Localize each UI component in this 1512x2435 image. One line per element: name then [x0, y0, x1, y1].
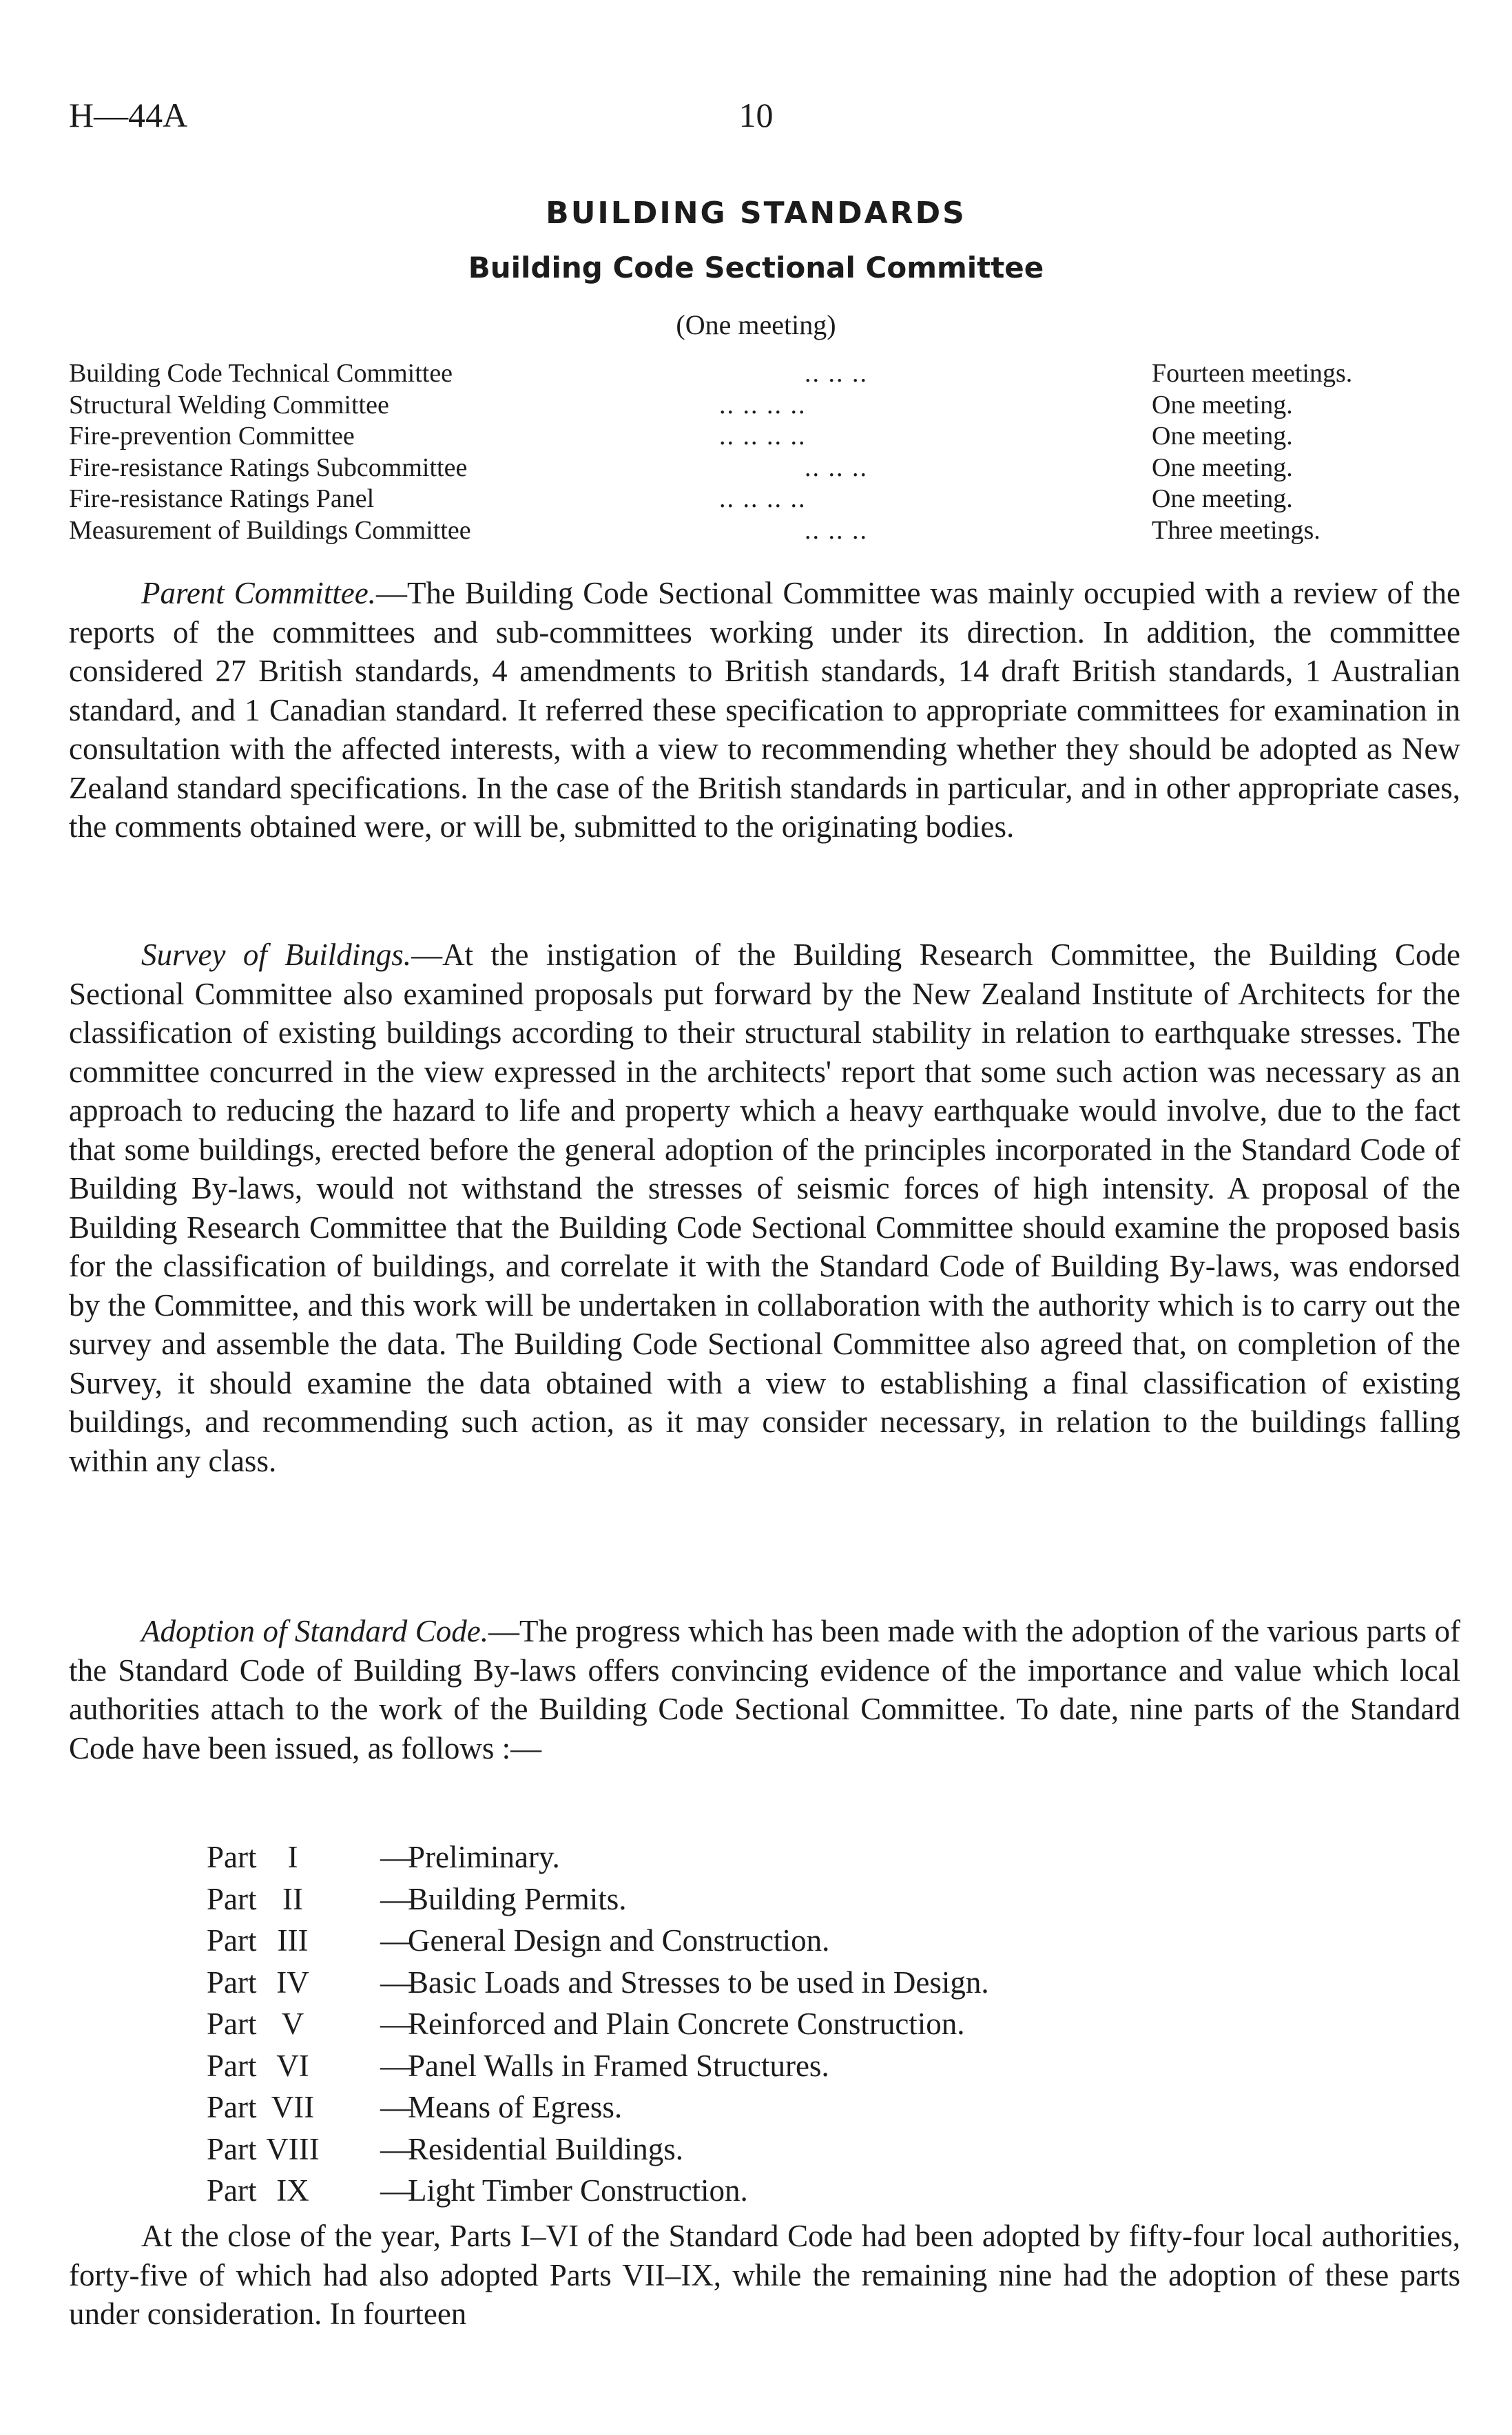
meeting-committee-name: Fire-prevention Committee	[69, 422, 355, 450]
meeting-count: One meeting.	[1152, 390, 1293, 419]
part-dash: —	[380, 2090, 411, 2124]
part-numeral: II	[282, 1881, 303, 1916]
paragraph-text: —The Building Code Sectional Committee was mainly occupied with a review of the reports of the committees and sub-committees working under its direction. In addition, the committee considered 27 British standards, 4 amendments to British standards, 14 draft British standards, 1 Australian standard, and 1 Canadian standard. It referred these specification to appropriate committees for examination in consultation with the affected interests, with a view to recommending whether they should be adopted as New Zealand standard specifications. In the case of the British standards in particular, and in other appropriate cases, the comments obtained were, or will be, submitted to the originating bodies.	[69, 576, 1460, 844]
part-dash: —	[380, 2173, 411, 2208]
leader-dots: .. .. .. ..	[719, 484, 807, 513]
leader-dots: .. .. .. ..	[719, 422, 807, 450]
part-label: Part	[207, 2131, 257, 2166]
meeting-count: One meeting.	[1152, 484, 1293, 513]
meeting-row	[69, 358, 1378, 390]
leader-dots: .. .. ..	[805, 453, 868, 482]
section-title: BUILDING STANDARDS	[546, 196, 966, 231]
paragraph-text: —The progress which has been made with the adoption of the various parts of the Standard Code of Building By-laws offers convincing evidence of the importance and value which local authorities attach to the work of the Building Code Sectional Committee. To date, nine parts of the Standard Code have been issued, as follows :—	[69, 1614, 1461, 1765]
part-title: Panel Walls in Framed Structures.	[408, 2048, 829, 2083]
part-numeral: V	[281, 2007, 304, 2041]
part-item	[207, 1836, 1378, 1878]
paragraph-closing	[69, 2217, 1460, 2334]
paragraph-text: At the close of the year, Parts I–VI of the Standard Code had been adopted by fifty-four local authorities, forty-five of which had also adopted Parts VII–IX, while the remaining nine had the adoption of these parts under consideration. In fourteen	[69, 2219, 1460, 2331]
part-dash: —	[380, 2007, 411, 2041]
part-numeral: I	[287, 1840, 298, 1874]
part-title: Residential Buildings.	[408, 2131, 683, 2166]
part-title: General Design and Construction.	[408, 1923, 830, 1958]
part-item	[207, 2086, 1378, 2128]
paragraph-adoption-of-standard-code	[69, 1612, 1460, 1768]
part-title: Building Permits.	[408, 1881, 627, 1916]
part-item	[207, 1920, 1378, 1962]
part-label: Part	[207, 2173, 257, 2208]
part-dash: —	[380, 2048, 411, 2083]
paragraph-heading: Parent Committee.	[141, 576, 376, 610]
paragraph-parent-committee	[69, 574, 1460, 847]
part-dash: —	[380, 1840, 411, 1874]
meeting-committee-name: Building Code Technical Committee	[69, 359, 453, 388]
paragraph-heading: Adoption of Standard Code.	[141, 1614, 488, 1648]
part-title: Basic Loads and Stresses to be used in Design.	[408, 1965, 989, 2000]
part-label: Part	[207, 1965, 257, 2000]
part-numeral: VI	[276, 2048, 309, 2083]
meeting-count: Three meetings.	[1152, 515, 1321, 545]
part-label: Part	[207, 2048, 257, 2083]
meeting-count: Fourteen meetings.	[1152, 359, 1353, 388]
part-dash: —	[380, 1965, 411, 2000]
meeting-row	[69, 484, 1378, 515]
meeting-row	[69, 390, 1378, 422]
paragraph-text: —At the instigation of the Building Research Committee, the Building Code Sectional Committee also examined proposals put forward by the New Zealand Institute of Architects for the classification of existing buildings according to their structural stability in relation to earthquake stresses. The committee concurred in the view expressed in the architects' report that some such action was necessary as an approach to reducing the hazard to life and property which a heavy earthquake would involve, due to the fact that some buildings, erected before the general adoption of the principles incorporated in the Standard Code of Building By-laws, would not withstand the stresses of seismic forces of high intensity. A proposal of the Building Research Committee that the Building Code Sectional Committee should examine the proposed basis for the classification of buildings, and correlate it with the Standard Code of Building By-laws, was endorsed by the Committee, and this work will be undertaken in collaboration with the authority which is to carry out the survey and assemble the data. The Building Code Sectional Committee also agreed that, on completion of the Survey, it should examine the data obtained with a view to establishing a final classification of existing buildings, and recommending such action, as it may consider necessary, in relation to the buildings falling within any class.	[69, 937, 1460, 1478]
part-numeral: IX	[276, 2173, 309, 2208]
meeting-count: One meeting.	[1152, 422, 1293, 450]
part-label: Part	[207, 2007, 257, 2041]
part-dash: —	[380, 1881, 411, 1916]
meeting-row	[69, 515, 1378, 547]
part-title: Preliminary.	[408, 1840, 560, 1874]
part-label: Part	[207, 1840, 257, 1874]
part-label: Part	[207, 1923, 257, 1958]
part-item	[207, 2128, 1378, 2170]
leader-dots: .. .. ..	[805, 515, 868, 545]
part-label: Part	[207, 1881, 257, 1916]
paragraph-heading: Survey of Buildings.	[141, 937, 412, 972]
part-title: Means of Egress.	[408, 2090, 623, 2124]
document-reference: H—44A	[69, 96, 188, 134]
part-numeral: III	[277, 1923, 309, 1958]
part-item	[207, 2045, 1378, 2087]
part-item	[207, 1962, 1378, 2004]
standard-code-parts-list	[207, 1836, 1378, 2212]
page-number: 10	[738, 96, 774, 134]
running-head	[0, 95, 1512, 143]
leader-dots: .. .. ..	[805, 359, 868, 388]
meeting-committee-name: Structural Welding Committee	[69, 390, 389, 419]
part-dash: —	[380, 1923, 411, 1958]
part-item	[207, 1878, 1378, 1920]
leader-dots: .. .. .. ..	[719, 390, 807, 419]
part-item	[207, 2170, 1378, 2212]
meeting-committee-name: Fire-resistance Ratings Panel	[69, 484, 375, 513]
meeting-committee-name: Measurement of Buildings Committee	[69, 515, 471, 545]
part-numeral: VIII	[266, 2131, 320, 2166]
meeting-row	[69, 421, 1378, 453]
part-numeral: IV	[276, 1965, 309, 2000]
meetings-list	[69, 358, 1378, 546]
meeting-note: (One meeting)	[676, 309, 836, 340]
part-title: Light Timber Construction.	[408, 2173, 748, 2208]
part-numeral: VII	[271, 2090, 315, 2124]
part-item	[207, 2003, 1378, 2045]
meeting-committee-name: Fire-resistance Ratings Subcommittee	[69, 453, 468, 482]
part-dash: —	[380, 2131, 411, 2166]
part-label: Part	[207, 2090, 257, 2124]
part-title: Reinforced and Plain Concrete Construction.	[408, 2007, 965, 2041]
meeting-row	[69, 453, 1378, 484]
paragraph-survey-of-buildings	[69, 935, 1460, 1480]
committee-title: Building Code Sectional Committee	[468, 251, 1044, 284]
meeting-count: One meeting.	[1152, 453, 1293, 482]
